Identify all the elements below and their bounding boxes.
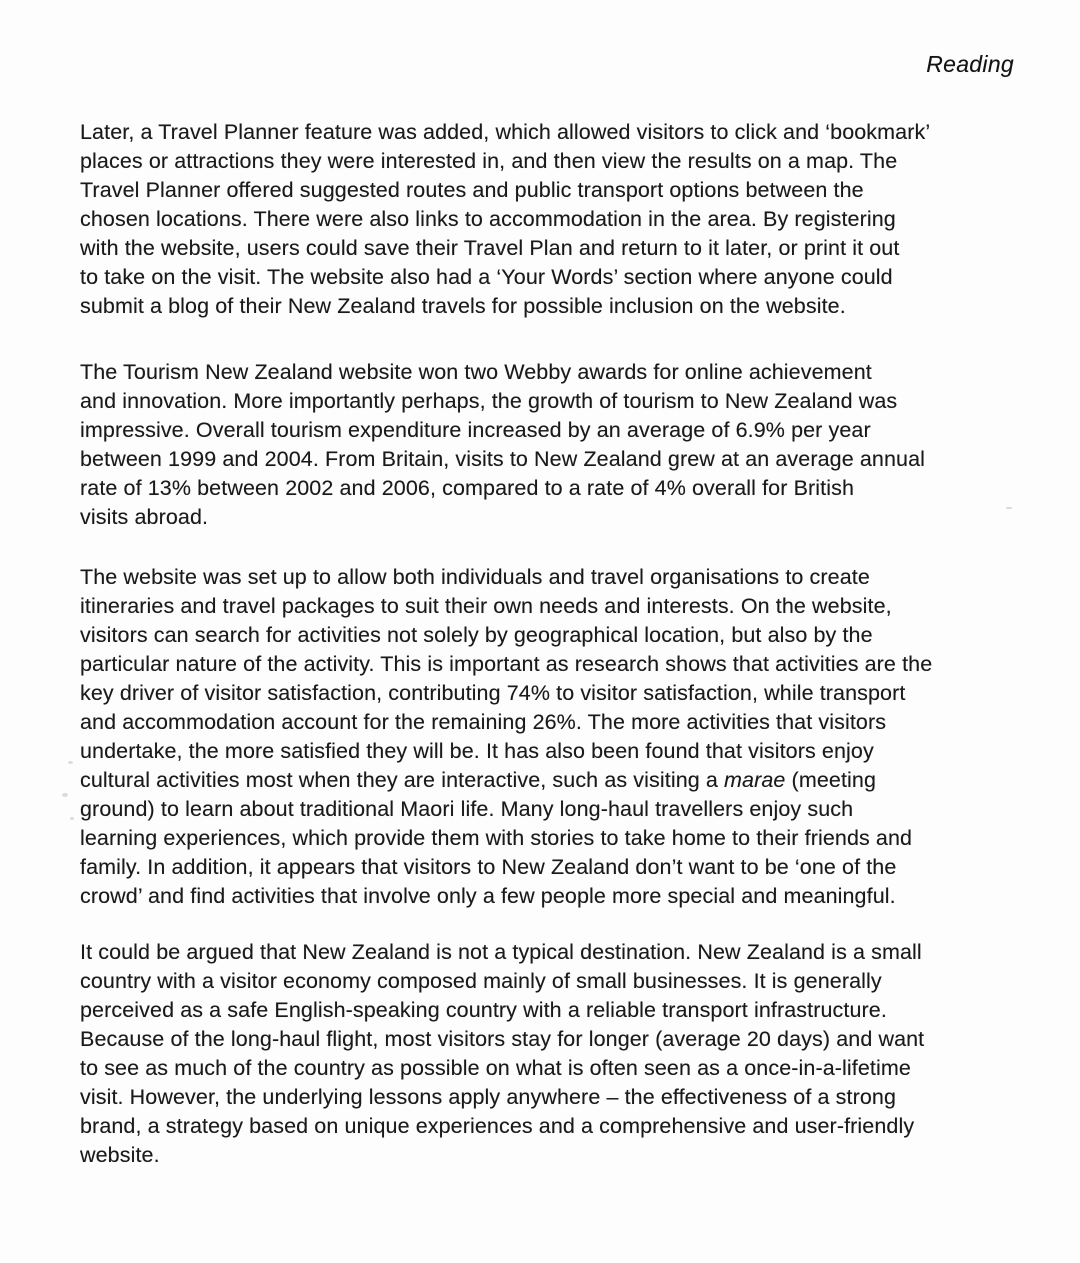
paragraph-2: [80, 358, 1040, 532]
text-line: impressive. Overall tourism expenditure increased by an average of 6.9% per year: [80, 418, 871, 442]
text-line: perceived as a safe English-speaking country with a reliable transport infrastructure.: [80, 998, 887, 1022]
text-line: with the website, users could save their Travel Plan and return to it later, or print it out: [80, 236, 900, 260]
text-line: between 1999 and 2004. From Britain, visits to New Zealand grew at an average annual: [80, 447, 926, 471]
text-line: key driver of visitor satisfaction, contributing 74% to visitor satisfaction, while transport: [80, 681, 906, 705]
text-line: visits abroad.: [80, 505, 209, 529]
text-line: country with a visitor economy composed mainly of small businesses. It is generally: [80, 969, 882, 993]
text-line: particular nature of the activity. This is important as research shows that activities are the: [80, 652, 933, 676]
text-line: family. In addition, it appears that visitors to New Zealand don’t want to be ‘one of the: [80, 855, 897, 879]
text-line: Later, a Travel Planner feature was added, which allowed visitors to click and ‘bookmark’: [80, 120, 931, 144]
scan-speck: [70, 817, 74, 820]
text-line: cultural activities most when they are interactive, such as visiting a marae (meeting: [80, 768, 877, 792]
text-line: brand, a strategy based on unique experiences and a comprehensive and user-friendly: [80, 1114, 915, 1138]
text-line: and accommodation account for the remaining 26%. The more activities that visitors: [80, 710, 887, 734]
text-line: It could be argued that New Zealand is not a typical destination. New Zealand is a small: [80, 940, 922, 964]
scan-speck: [1006, 507, 1012, 509]
text-line: to see as much of the country as possible on what is often seen as a once-in-a-lifetime: [80, 1056, 911, 1080]
text-line: website.: [80, 1143, 160, 1167]
reading-passage: [80, 118, 1040, 1170]
text-line: visit. However, the underlying lessons apply anywhere – the effectiveness of a strong: [80, 1085, 896, 1109]
text-line: itineraries and travel packages to suit their own needs and interests. On the website,: [80, 594, 892, 618]
text-line: undertake, the more satisfied they will be. It has also been found that visitors enjoy: [80, 739, 874, 763]
page-header: Reading: [926, 51, 1014, 77]
paragraph-1: [80, 118, 1040, 321]
text-line: places or attractions they were interested in, and then view the results on a map. The: [80, 149, 898, 173]
text-line: visitors can search for activities not solely by geographical location, but also by the: [80, 623, 873, 647]
text-line: to take on the visit. The website also had a ‘Your Words’ section where anyone could: [80, 265, 893, 289]
text-line: and innovation. More importantly perhaps, the growth of tourism to New Zealand was: [80, 389, 898, 413]
text-line: learning experiences, which provide them with stories to take home to their friends and: [80, 826, 913, 850]
text-line: ground) to learn about traditional Maori life. Many long-haul travellers enjoy such: [80, 797, 854, 821]
text-line: Because of the long-haul flight, most visitors stay for longer (average 20 days) and want: [80, 1027, 925, 1051]
scan-speck: [68, 761, 73, 764]
text-line: chosen locations. There were also links to accommodation in the area. By registering: [80, 207, 896, 231]
text-line: submit a blog of their New Zealand travels for possible inclusion on the website.: [80, 294, 846, 318]
scan-speck: [62, 793, 68, 797]
text-line: The website was set up to allow both individuals and travel organisations to create: [80, 565, 870, 589]
paragraph-3: [80, 563, 1040, 911]
paragraph-4: [80, 938, 1040, 1170]
text-line: The Tourism New Zealand website won two Webby awards for online achievement: [80, 360, 872, 384]
text-line: crowd’ and find activities that involve only a few people more special and meaningful.: [80, 884, 896, 908]
text-line: rate of 13% between 2002 and 2006, compared to a rate of 4% overall for British: [80, 476, 855, 500]
text-line: Travel Planner offered suggested routes and public transport options between the: [80, 178, 864, 202]
